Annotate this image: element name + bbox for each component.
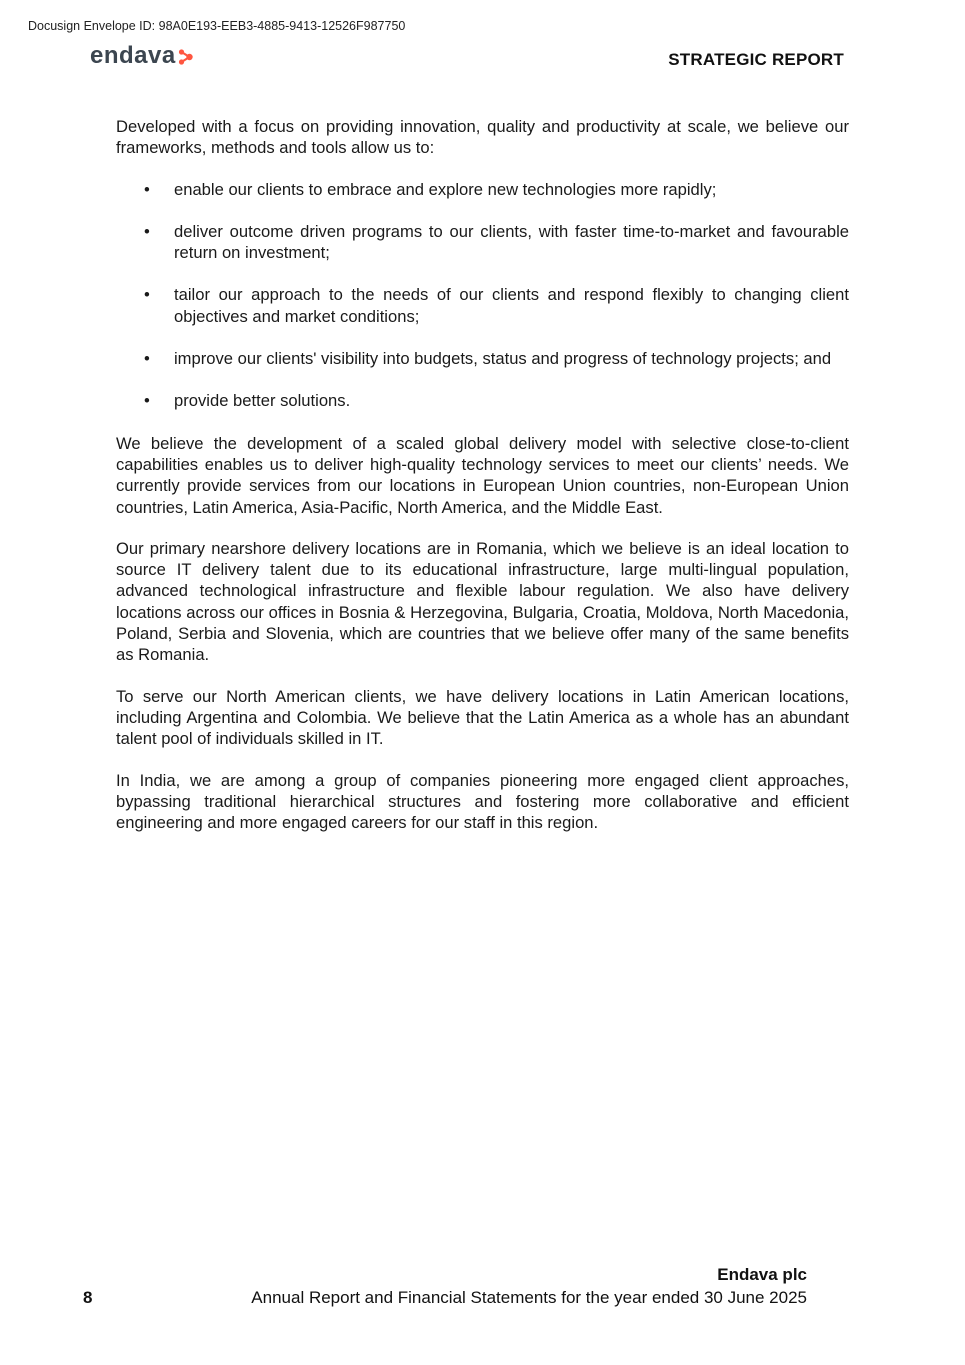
list-item-text: provide better solutions. — [174, 391, 351, 411]
list-item — [116, 390, 849, 411]
nearshore-paragraph: Our primary nearshore delivery locations are in Romania, which we believe is an ideal location to source IT delivery talent due to its educational infrastructure, large multi-lingual population, advanced technological infrastructure and flexible labour regulation. We also have delivery locations across our offices in Bosnia & Herzegovina, Bulgaria, Croatia, Moldova, North Macedonia, Poland, Serbia and Slovenia, which are countries that we believe offer many of the same benefits as Romania. — [116, 538, 849, 665]
benefits-list — [116, 179, 849, 412]
list-item-text: improve our clients' visibility into budgets, status and progress of technology projects; and — [174, 349, 832, 369]
list-item-text: tailor our approach to the needs of our clients and respond flexibly to changing client objectives and market conditions; — [174, 285, 849, 326]
north-america-paragraph: To serve our North American clients, we have delivery locations in Latin American locations, including Argentina and Colombia. We believe that the Latin America as a whole has an abundant talent pool of individuals skilled in IT. — [116, 686, 849, 749]
list-item-text: deliver outcome driven programs to our clients, with faster time-to-market and favourable return on investment; — [174, 221, 849, 263]
list-item — [116, 179, 849, 200]
bullet-icon: • — [144, 179, 150, 199]
docusign-envelope-id: Docusign Envelope ID: 98A0E193-EEB3-4885-9413-12526F987750 — [28, 19, 406, 33]
bullet-icon: • — [144, 221, 150, 241]
logo-mark-icon — [178, 48, 194, 66]
list-item — [116, 221, 849, 264]
bullet-icon: • — [144, 285, 150, 305]
india-paragraph: In India, we are among a group of companies pioneering more engaged client approaches, bypassing traditional hierarchical structures and fostering more collaborative and efficient engineering and more engaged careers for our staff in this region. — [116, 770, 849, 833]
list-item-text: enable our clients to embrace and explore new technologies more rapidly; — [174, 179, 717, 199]
intro-paragraph: Developed with a focus on providing innovation, quality and productivity at scale, we believe our frameworks, methods and tools allow us to: — [116, 117, 849, 158]
list-item — [116, 284, 849, 327]
endava-logo — [90, 44, 194, 68]
bullet-icon: • — [144, 391, 150, 411]
delivery-model-paragraph: We believe the development of a scaled global delivery model with selective close-to-client capabilities enables us to deliver high-quality technology services to meet our clients’ needs. We currently provide services from our locations in European Union countries, non-European Union countries, Latin America, Asia-Pacific, North America, and the Middle East. — [116, 433, 849, 517]
logo-wordmark: endava — [90, 42, 176, 69]
report-body — [116, 116, 849, 853]
footer-report-title: Annual Report and Financial Statements for the year ended 30 June 2025 — [251, 1288, 807, 1307]
section-title: STRATEGIC REPORT — [668, 50, 844, 69]
page-number: 8 — [83, 1288, 93, 1307]
bullet-icon: • — [144, 349, 150, 369]
footer-company-name: Endava plc — [717, 1265, 807, 1284]
list-item — [116, 348, 849, 369]
